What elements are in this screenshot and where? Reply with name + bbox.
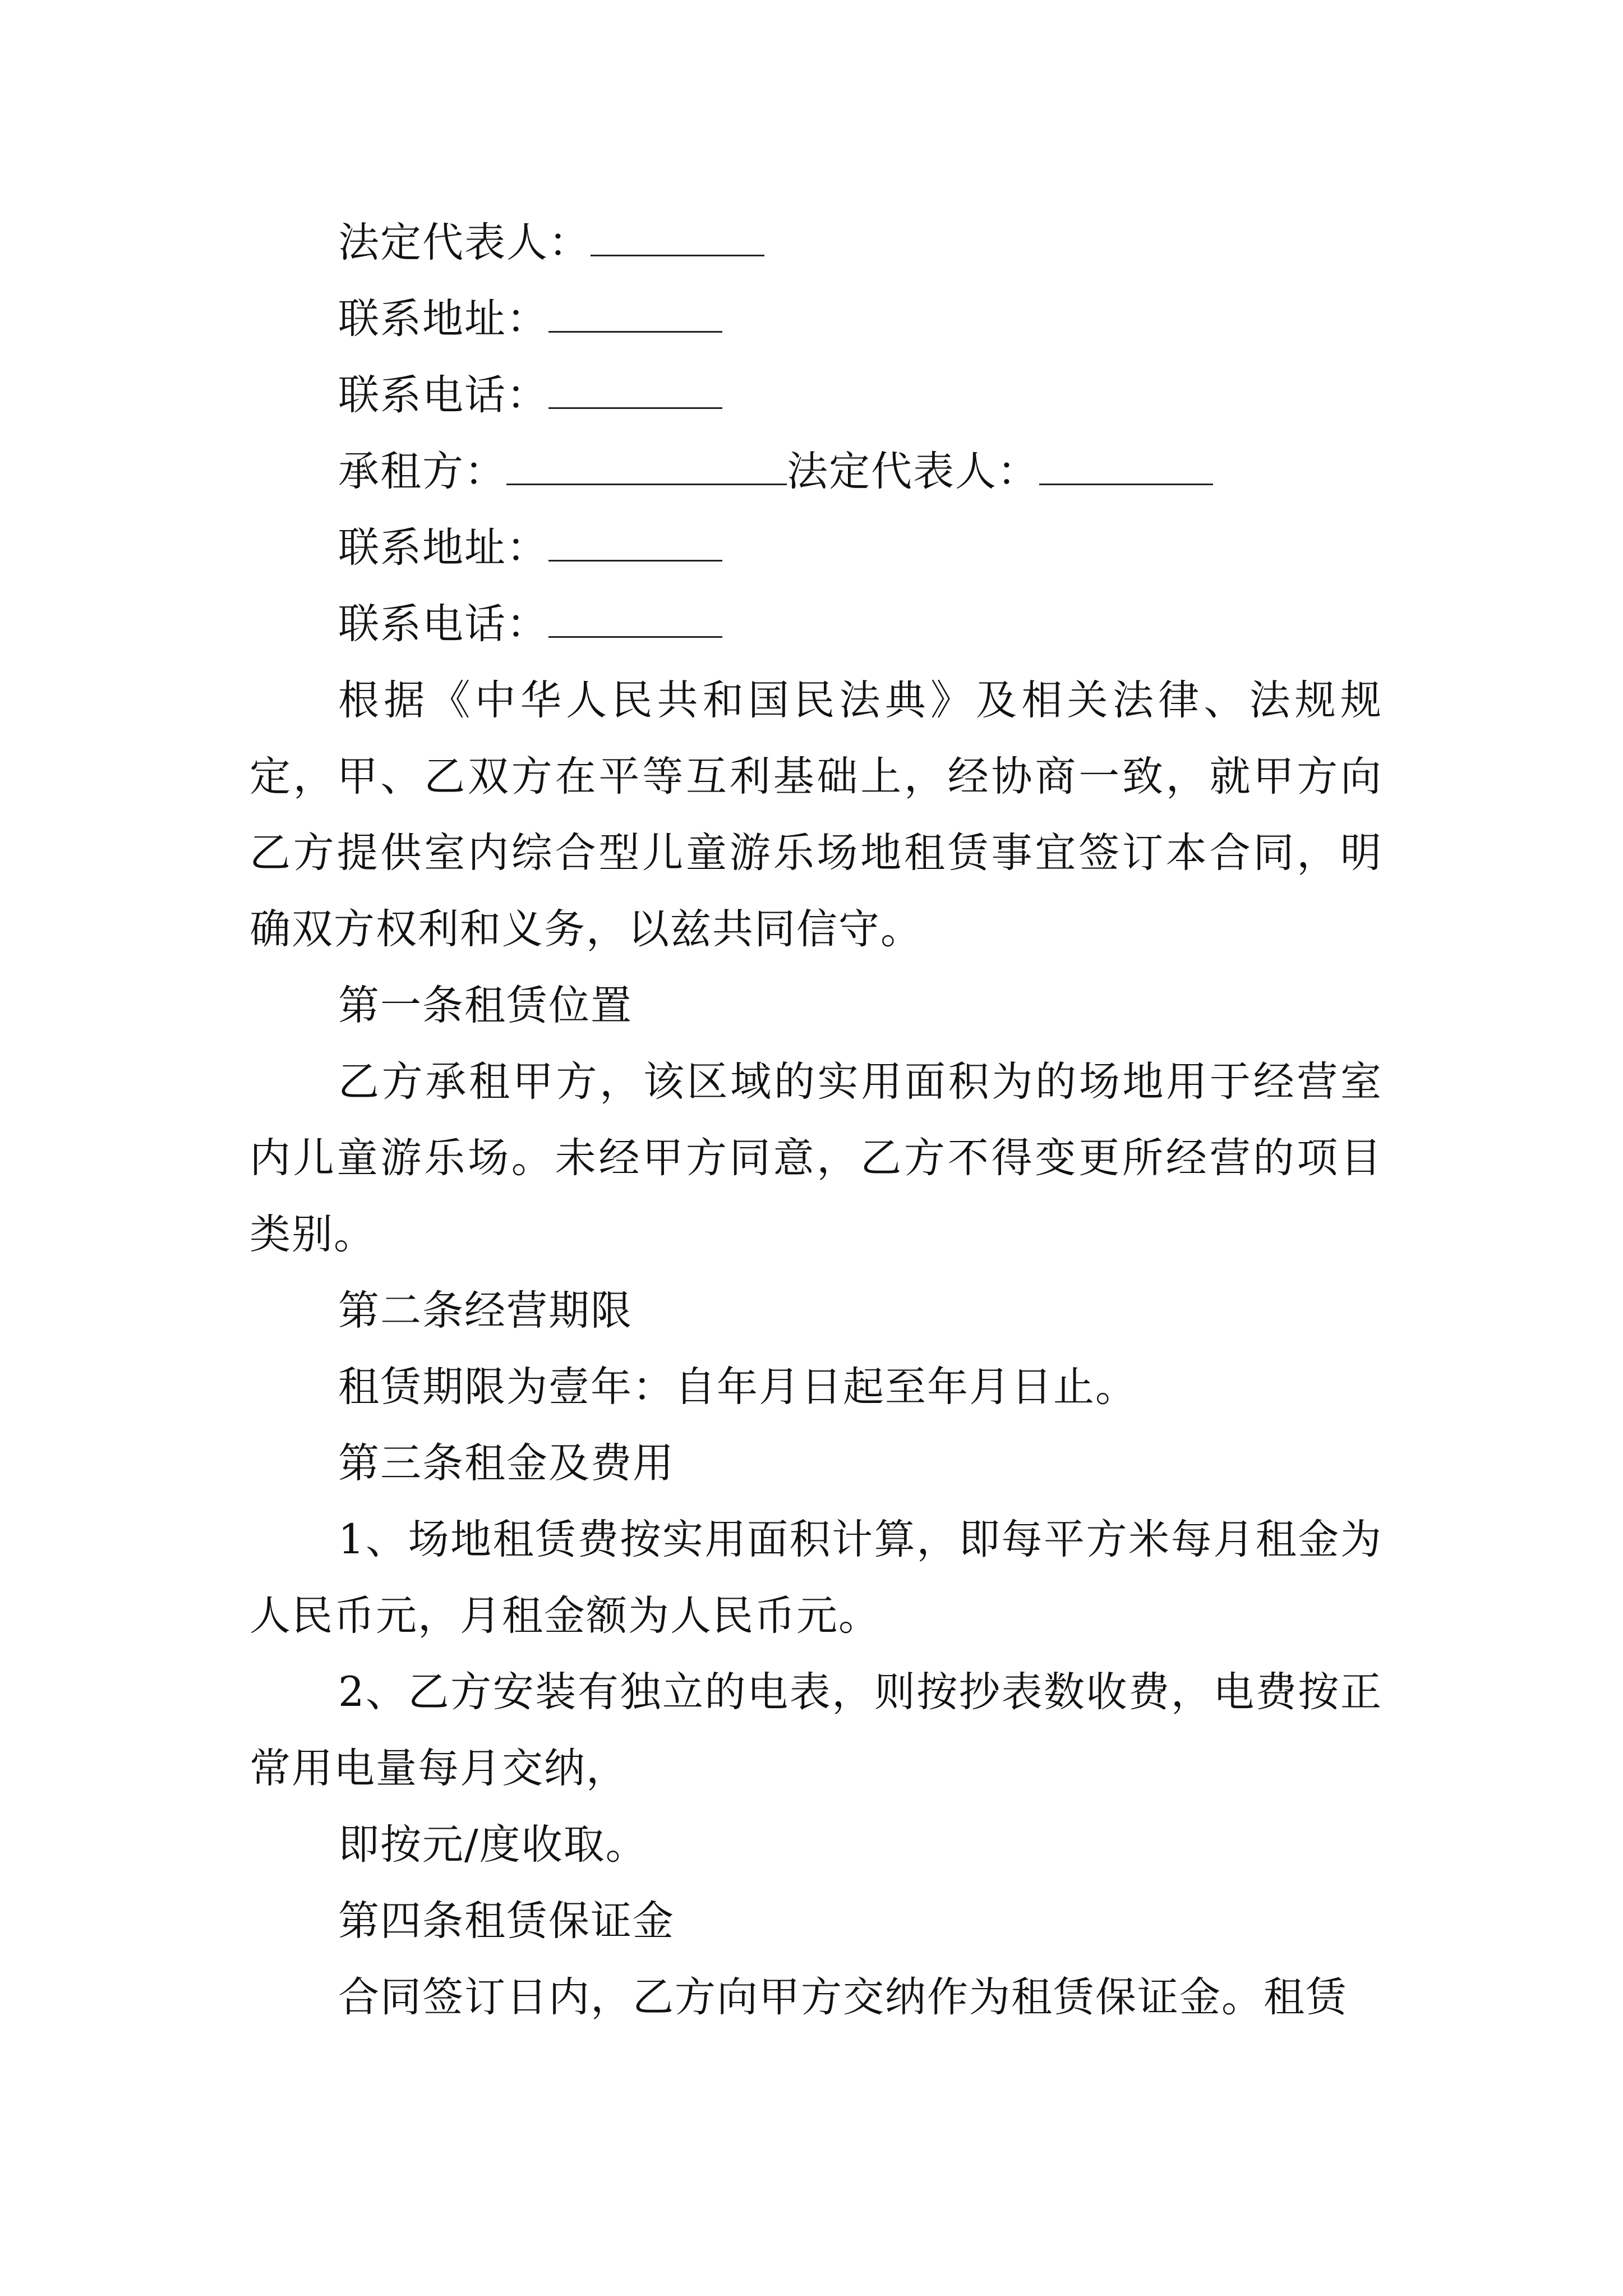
lessee-name-blank: [506, 451, 787, 485]
article4-title: 第四条租赁保证金: [338, 1897, 675, 1945]
lessor-address-label: 联系地址：: [338, 295, 548, 343]
article3-item2-continued: 即按元/度收取。: [338, 1821, 648, 1869]
preamble-paragraph: 根据《中华人民共和国民法典》及相关法律、法规规定，甲、乙双方在平等互利基础上，经协商一致，就甲方向乙方提供室内综合型儿童游乐场地租赁事宜签订本合同，明确双方权利和义务，以兹共同信守。: [250, 677, 1382, 953]
article4-body: 合同签订日内，乙方向甲方交纳作为租赁保证金。租赁: [338, 1973, 1348, 2021]
article1-body: 乙方承租甲方，该区域的实用面积为的场地用于经营室内儿童游乐场。未经甲方同意，乙方不得变更所经营的项目类别。: [250, 1058, 1382, 1258]
lessee-row: [250, 434, 1382, 510]
lessee-phone-blank: [548, 604, 722, 638]
lessor-phone-blank: [548, 375, 722, 409]
lessee-phone-row: [250, 586, 1382, 662]
article3-title: 第三条租金及费用: [338, 1439, 675, 1487]
lessor-rep-row: [250, 205, 1382, 281]
lessor-rep-blank: [591, 222, 764, 256]
lessee-address-row: [250, 510, 1382, 586]
article2-title: 第二条经营期限: [338, 1287, 633, 1335]
lessor-rep-label: 法定代表人：: [338, 219, 591, 266]
lessor-address-blank: [548, 298, 722, 333]
lessor-address-row: [250, 281, 1382, 357]
article3-item2: 2、乙方安装有独立的电表，则按抄表数收费，电费按正常用电量每月交纳，: [250, 1668, 1382, 1792]
article2-body: 租赁期限为壹年：自年月日起至年月日止。: [338, 1363, 1137, 1411]
contract-page: [250, 205, 1382, 2036]
lessee-address-blank: [548, 527, 722, 562]
lessee-address-label: 联系地址：: [338, 524, 548, 572]
lessee-rep-label: 法定代表人：: [787, 448, 1039, 495]
article1-title: 第一条租赁位置: [338, 982, 633, 1029]
lessee-rep-blank: [1039, 451, 1213, 485]
lessor-phone-label: 联系电话：: [338, 371, 548, 419]
lessee-phone-label: 联系电话：: [338, 600, 548, 648]
lessor-phone-row: [250, 357, 1382, 434]
article3-item1: 1、场地租赁费按实用面积计算，即每平方米每月租金为人民币元，月租金额为人民币元。: [250, 1516, 1382, 1640]
lessee-label: 承租方：: [338, 448, 506, 495]
